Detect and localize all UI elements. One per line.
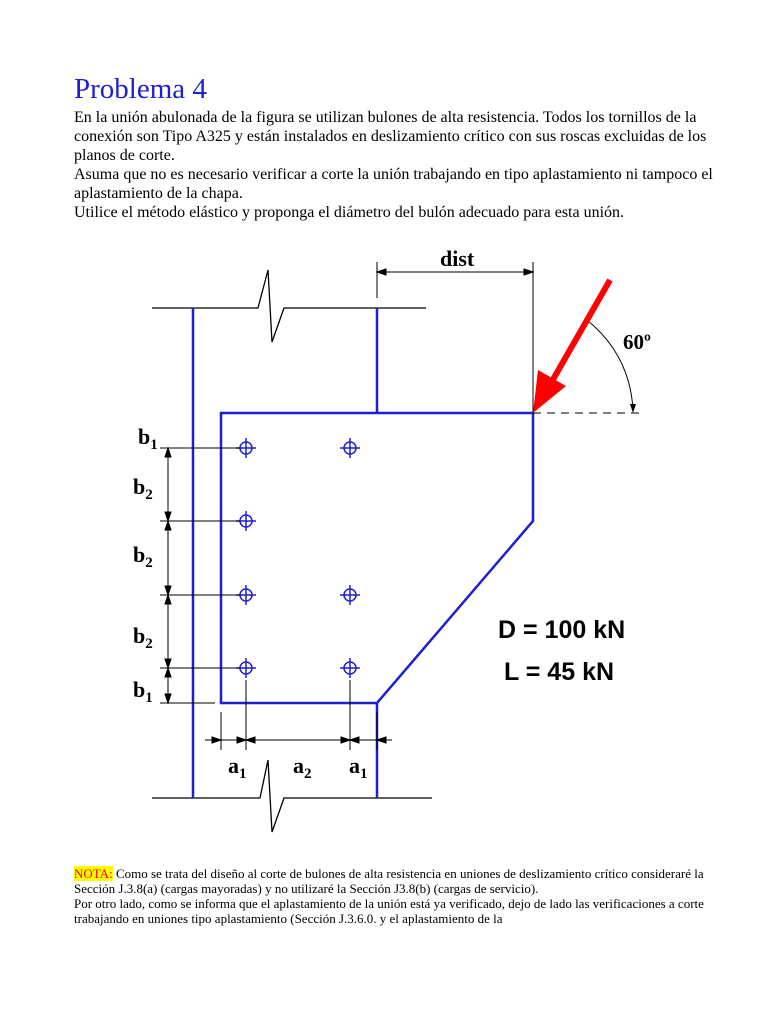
a1-left-label: $a_1$ xyxy=(228,753,247,782)
angle-label: 60º xyxy=(623,330,651,354)
b2-label-1: $b_2$ xyxy=(133,474,153,503)
angle-arc-arrowhead xyxy=(630,404,636,413)
a1-right-label: $a_1$ xyxy=(349,753,368,782)
bolt-icon xyxy=(340,658,360,678)
a2-label: $a_2$ xyxy=(293,753,312,782)
b2-label-3: $b_2$ xyxy=(133,623,153,652)
dead-load-label: D = 100 kN xyxy=(498,616,626,644)
intro-paragraph-2: Asuma que no es necesario verificar a corte la unión trabajando en tipo aplastamiento ni tampoco el aplastamiento de la chapa. xyxy=(74,166,713,202)
intro-paragraph-1: En la unión abulonada de la figura se utilizan bulones de alta resistencia. Todos los tornillos de la conexión son Tipo A325 y están instalados en deslizamiento crítico con sus roscas excluidas de los planos de corte. xyxy=(74,109,707,164)
dist-label: dist xyxy=(440,246,475,271)
horizontal-dimension-chain xyxy=(205,680,392,750)
note-section xyxy=(74,866,714,926)
vertical-dimension-chain xyxy=(160,448,240,703)
bolt-icon xyxy=(340,438,360,458)
intro-paragraph-3: Utilice el método elástico y proponga el diámetro del bulón adecuado para esta unión. xyxy=(74,204,625,221)
live-load-label: L = 45 kN xyxy=(504,658,615,686)
page-title: Problema 4 xyxy=(74,73,207,105)
b1-top-label: $b_1$ xyxy=(138,424,158,453)
note-tag: NOTA: xyxy=(74,866,113,881)
b2-label-2: $b_2$ xyxy=(133,542,153,571)
dist-dimension xyxy=(377,262,533,413)
note-paragraph-1 xyxy=(74,866,714,896)
note-text-1: Como se trata del diseño al corte de bulones de alta resistencia en uniones de deslizamiento crítico consideraré la Sección J.3.8(a) (cargas mayoradas) y no utilizaré la Sección J3.8(b) (cargas de servicio). xyxy=(74,866,704,896)
bolt-icon xyxy=(340,585,360,605)
b1-bottom-label: $b_1$ xyxy=(133,677,153,706)
load-arrow xyxy=(533,280,610,413)
problem-statement xyxy=(74,108,734,222)
gusset-plate xyxy=(221,413,533,703)
bolted-connection-figure xyxy=(0,240,768,840)
note-paragraph-2: Por otro lado, como se informa que el aplastamiento de la unión está ya verificado, dejo de lado las verificaciones a corte trabajando en uniones tipo aplastamiento (Sección J.3.6.0. y el aplastamiento de la xyxy=(74,896,704,926)
